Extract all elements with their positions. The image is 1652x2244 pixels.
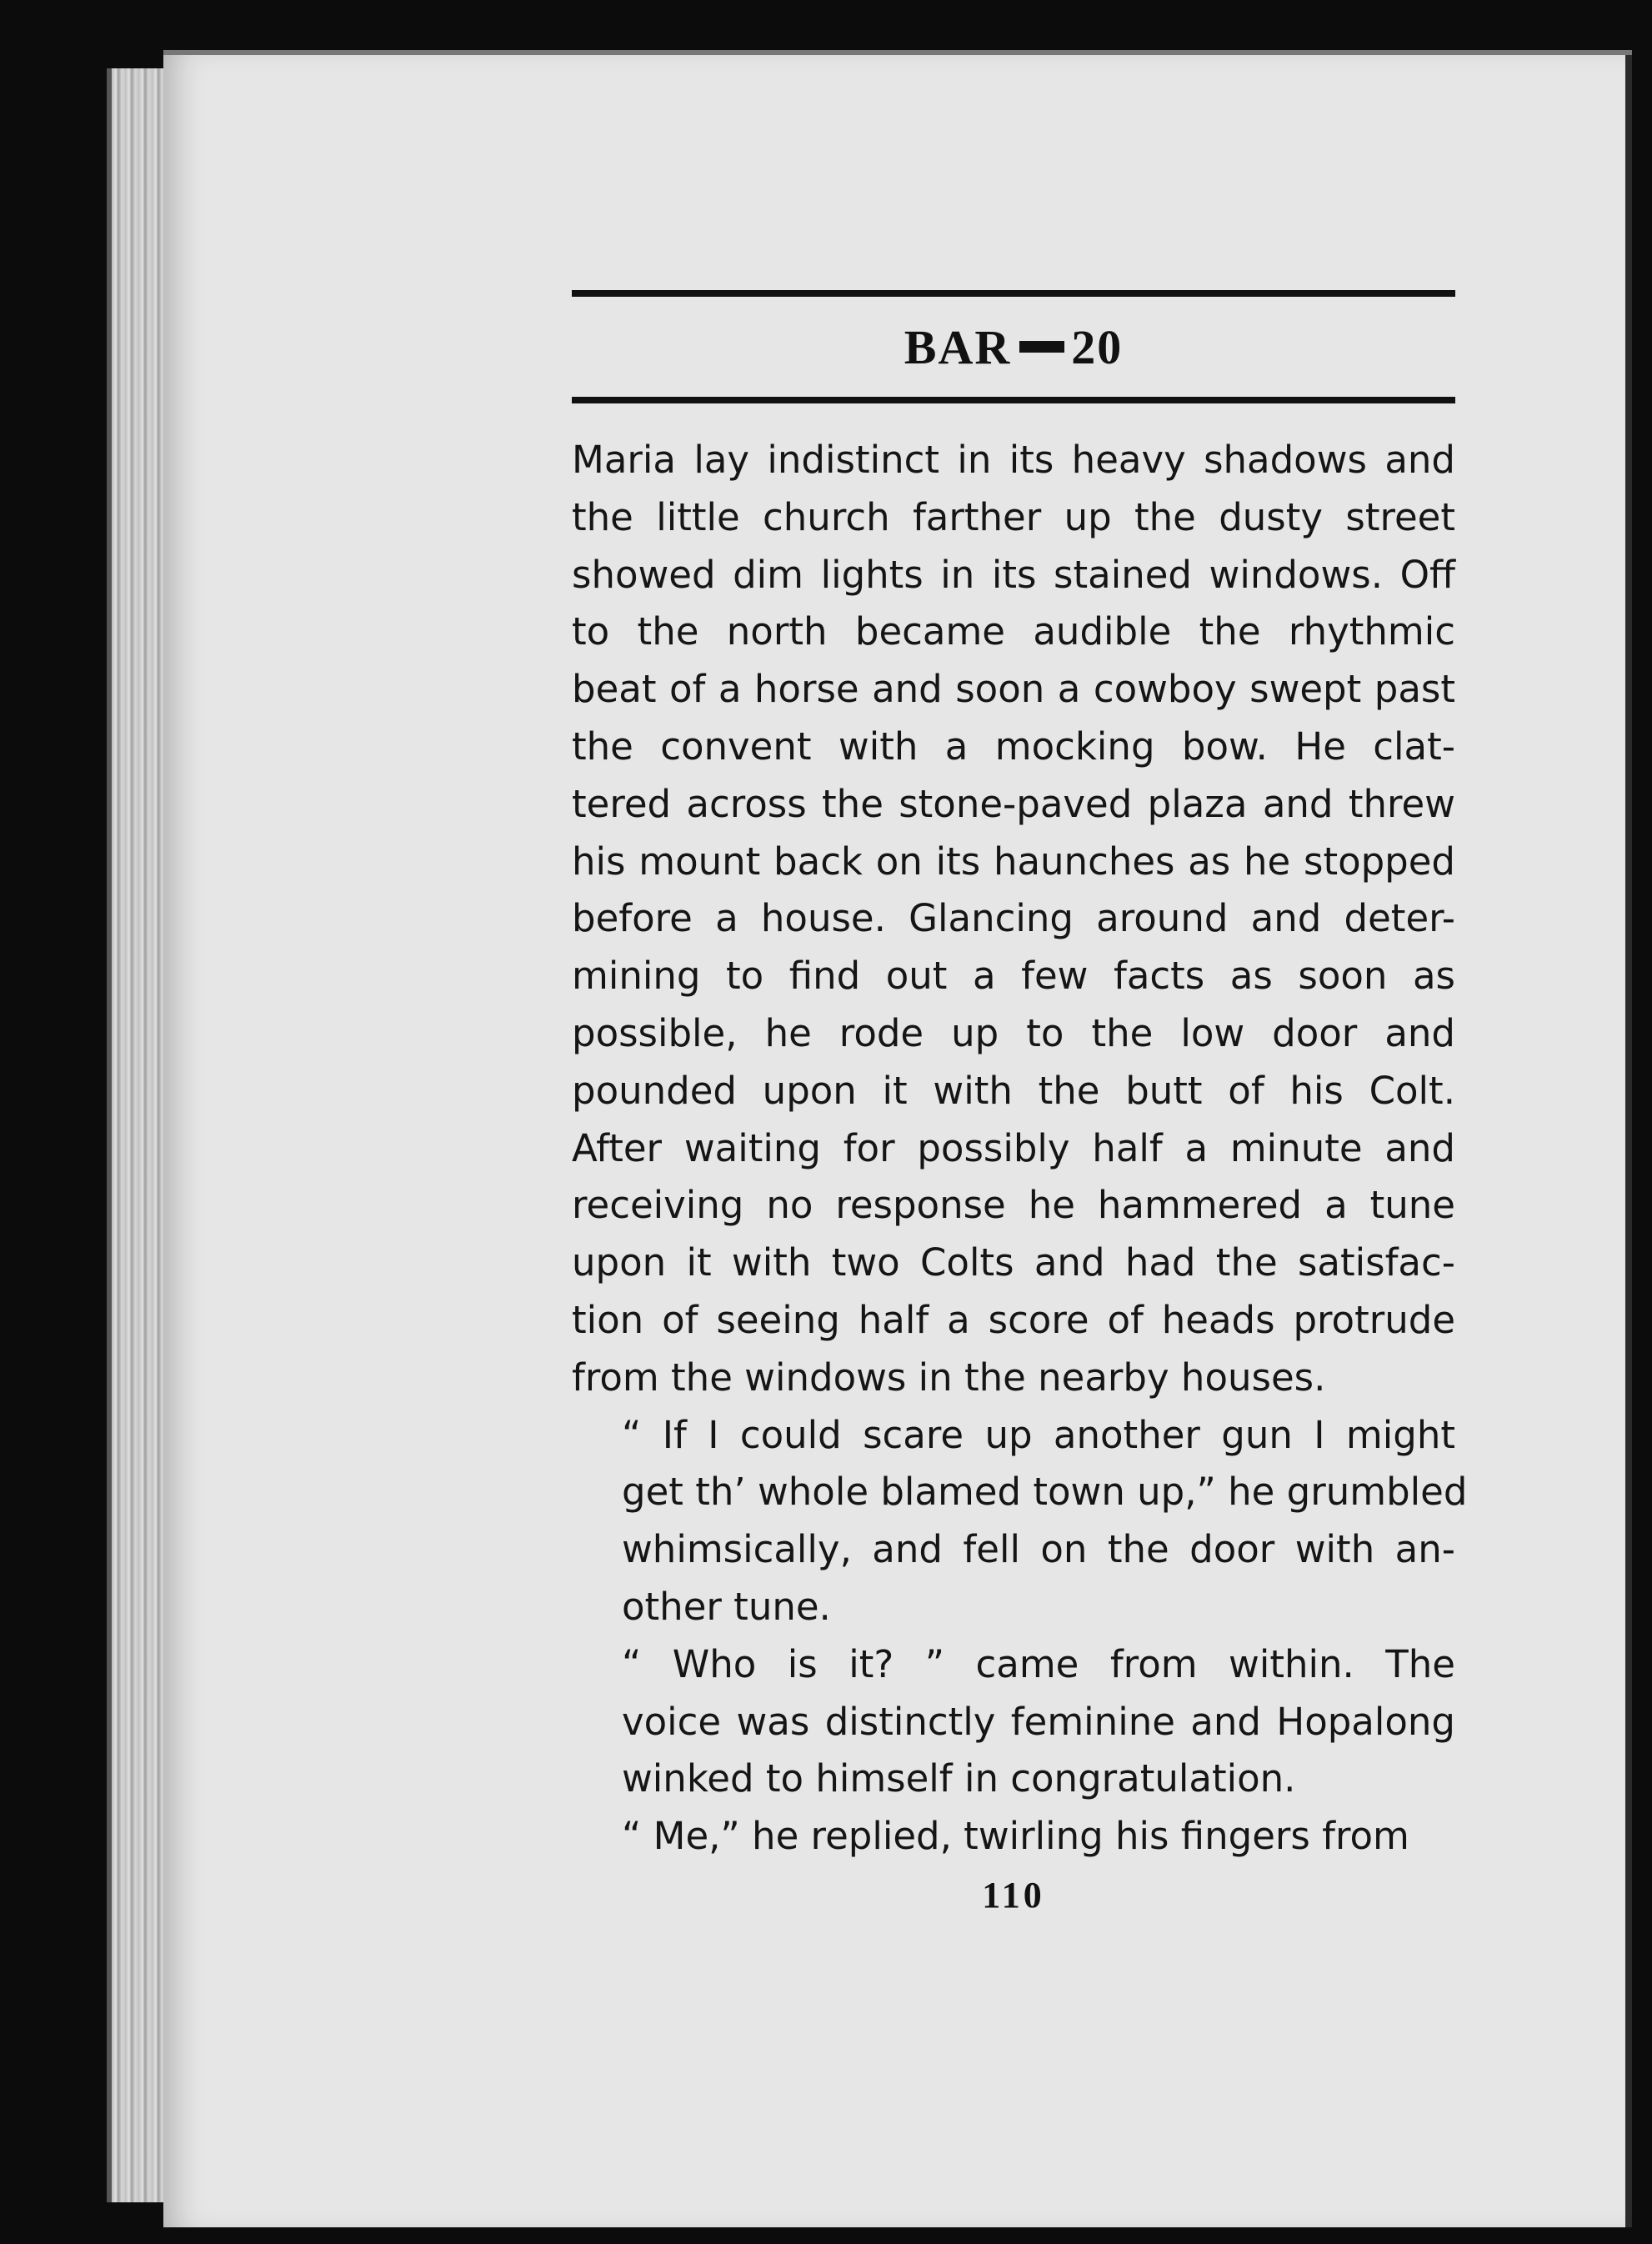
bottom-rule (572, 397, 1455, 403)
text-line: the little church farther up the dusty street (572, 494, 1455, 539)
text-line: to the north became audible the rhythmic (572, 609, 1455, 654)
paragraph (572, 1407, 1468, 1636)
paragraph (572, 432, 1455, 1407)
running-head (572, 297, 1455, 397)
text-line: get th’ whole blamed town up,” he grumbled (622, 1470, 1468, 1515)
text-line: voice was distinctly feminine and Hopalong (622, 1699, 1455, 1744)
text-line: winked to himself in congratulation. (622, 1756, 1296, 1801)
text-line: Maria lay indistinct in its heavy shadows and (572, 438, 1455, 482)
text-line: the convent with a mocking bow. He clat- (572, 724, 1455, 769)
running-head-number: 20 (1071, 319, 1124, 374)
text-line: mining to find out a few facts as soon as (572, 954, 1455, 999)
text-line: beat of a horse and soon a cowboy swept past (572, 667, 1455, 712)
text-line: receiving no response he hammered a tune (572, 1183, 1455, 1228)
text-line: tered across the stone-paved plaza and threw (572, 781, 1455, 826)
text-line: upon it with two Colts and had the satisfac- (572, 1240, 1455, 1285)
text-line: “ Me,” he replied, twirling his fingers from (622, 1814, 1409, 1859)
text-line: tion of seeing half a score of heads protrude (572, 1297, 1455, 1342)
text-line: pounded upon it with the butt of his Colt. (572, 1068, 1455, 1113)
paragraph (572, 1636, 1455, 1808)
text-line: possible, he rode up to the low door and (572, 1010, 1455, 1055)
running-head-title: BAR (904, 319, 1012, 374)
body-text (572, 432, 1468, 1866)
text-line: “ If I could scare up another gun I might (622, 1412, 1455, 1457)
text-line: before a house. Glancing around and deter- (572, 896, 1455, 941)
page-right-edge (1625, 55, 1632, 2227)
text-line: showed dim lights in its stained windows. Off (572, 552, 1455, 597)
text-line: After waiting for possibly half a minute and (572, 1125, 1455, 1170)
text-line: from the windows in the nearby houses. (572, 1355, 1326, 1400)
page-number: 110 (982, 1875, 1045, 1916)
text-line: his mount back on its haunches as he stopped (572, 839, 1455, 884)
text-block (572, 290, 1468, 1866)
paragraph (572, 1808, 1455, 1866)
running-head-dash (1019, 341, 1064, 353)
text-line: whimsically, and fell on the door with an- (622, 1527, 1455, 1572)
text-line: other tune. (622, 1584, 831, 1629)
text-line: “ Who is it? ” came from within. The (622, 1641, 1455, 1686)
top-rule (572, 290, 1455, 297)
